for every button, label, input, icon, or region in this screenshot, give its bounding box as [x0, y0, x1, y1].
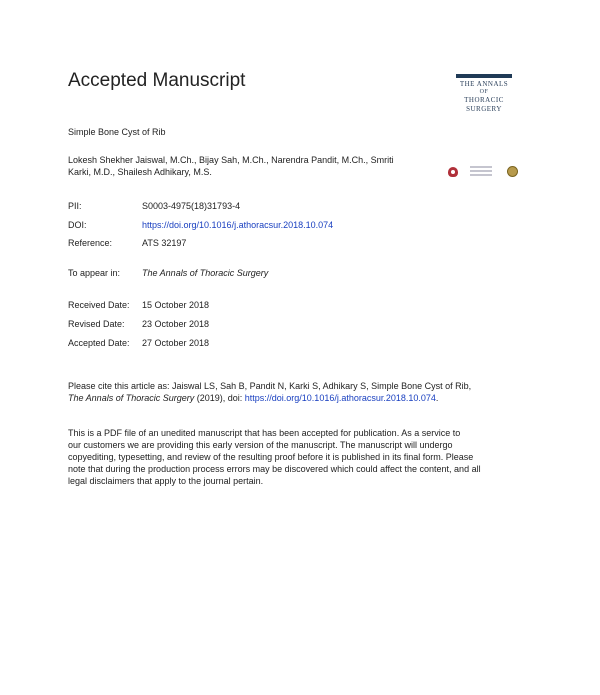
doi-link[interactable]: https://doi.org/10.1016/j.athoracsur.2018.10.074: [142, 220, 334, 230]
received-label: Received Date:: [68, 300, 130, 310]
citation-doi-link[interactable]: https://doi.org/10.1016/j.athoracsur.2018.10.074: [244, 393, 436, 403]
accepted-value: 27 October 2018: [142, 338, 210, 348]
reference-value: ATS 32197: [142, 238, 187, 248]
article-title: Simple Bone Cyst of Rib: [68, 127, 166, 137]
revised-value: 23 October 2018: [142, 319, 210, 329]
logo-line-3: THORACIC SURGERY: [464, 96, 504, 113]
society-emblem-icon: [448, 167, 458, 177]
notice-line-2: our customers we are providing this early version of the manuscript. The manuscript will undergo: [68, 440, 453, 450]
notice-line-4: note that during the production process errors may be discovered which could affect the content, and all: [68, 464, 481, 474]
citation-journal: The Annals of Thoracic Surgery: [68, 393, 195, 403]
society-logos: [446, 166, 520, 180]
reference-label: Reference:: [68, 238, 113, 248]
appear-value: The Annals of Thoracic Surgery: [142, 268, 269, 278]
logo-line-1: THE ANNALS: [459, 80, 509, 88]
citation-end: .: [435, 393, 439, 403]
revised-label: Revised Date:: [68, 319, 125, 329]
received-value: 15 October 2018: [142, 300, 210, 310]
citation-mid: (2019), doi:: [194, 393, 245, 403]
notice-line-5: legal disclaimers that apply to the journal pertain.: [68, 476, 264, 486]
authors-line-2: Karki, M.D., Shailesh Adhikary, M.S.: [68, 167, 212, 177]
accepted-label: Accepted Date:: [68, 338, 130, 348]
journal-logo: [447, 74, 521, 114]
page-heading: Accepted Manuscript: [68, 70, 246, 91]
pii-value: S0003-4975(18)31793-4: [142, 201, 241, 211]
citation-line-2: [68, 392, 438, 404]
doi-label: DOI:: [68, 220, 87, 230]
logo-bar: [456, 74, 512, 78]
authors-line-1: Lokesh Shekher Jaiswal, M.Ch., Bijay Sah, M.Ch., Narendra Pandit, M.Ch., Smriti: [68, 155, 394, 165]
pii-label: PII:: [68, 201, 82, 211]
notice-line-1: This is a PDF file of an unedited manuscript that has been accepted for publication. As a service to: [68, 428, 461, 438]
logo-line-2: OF: [479, 89, 489, 95]
society-wordmark-icon: [470, 166, 492, 178]
society-seal-icon: [507, 166, 518, 177]
citation-line-1: Please cite this article as: Jaiswal LS, Sah B, Pandit N, Karki S, Adhikary S, Simple Bone Cyst of Rib,: [68, 381, 472, 391]
appear-label: To appear in:: [68, 268, 121, 278]
notice-line-3: copyediting, typesetting, and review of the resulting proof before it is published in its final form. Please: [68, 452, 474, 462]
